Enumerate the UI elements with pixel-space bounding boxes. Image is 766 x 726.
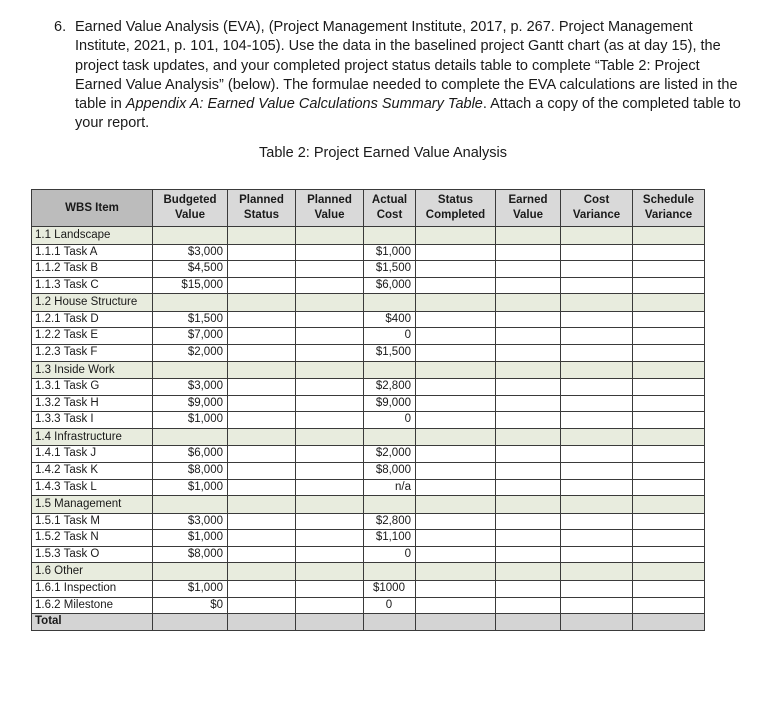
earned-value-cell[interactable] [496,277,561,294]
planned-status-cell[interactable] [228,395,296,412]
schedule-variance-cell[interactable] [633,546,705,563]
status-completed-cell[interactable] [416,361,496,379]
planned-status-cell[interactable] [228,513,296,530]
planned-status-cell[interactable] [228,546,296,563]
schedule-variance-cell[interactable] [633,563,705,581]
planned-status-cell[interactable] [228,277,296,294]
table-row-group [32,361,705,379]
cost-variance-cell[interactable] [561,379,633,396]
wbs-item: 1.4.1 Task J [32,446,153,463]
actual-cost: 0 [364,546,416,563]
header-budgeted-value: Budgeted Value [153,190,228,227]
planned-value-cell[interactable] [296,361,364,379]
table-row-group [32,563,705,581]
actual-cost: $1,100 [364,530,416,547]
table-row [32,446,705,463]
planned-status-cell[interactable] [228,328,296,345]
table-row [32,311,705,328]
planned-value-cell[interactable] [296,428,364,446]
schedule-variance-cell[interactable] [633,244,705,261]
cost-variance-cell[interactable] [561,361,633,379]
status-completed-cell[interactable] [416,479,496,496]
wbs-item: 1.4.2 Task K [32,462,153,479]
question-text-part1: Earned Value Analysis (EVA), (Project Management Institute, 2017, p. 267. Project Management Institute, 2021, p. 101, 104-105). Use the data in the baselined project Gantt chart (as at day 15), the project task updates, and your completed project status details table to complete “Table 2: Project Earned Value Analysis” (below). The formulae needed to complete the EVA calculations are listed in the table in [75,19,738,113]
schedule-variance-cell[interactable] [633,513,705,530]
actual-cost: $1,500 [364,344,416,361]
schedule-variance-cell[interactable] [633,580,705,597]
status-completed-cell[interactable] [416,546,496,563]
status-completed-cell[interactable] [416,513,496,530]
wbs-item: 1.2.1 Task D [32,311,153,328]
earned-value-cell[interactable] [496,563,561,581]
planned-status-cell[interactable] [228,311,296,328]
planned-status-cell[interactable] [228,412,296,429]
status-completed-cell[interactable] [416,563,496,581]
cost-variance-cell[interactable] [561,311,633,328]
wbs-item: 1.1.2 Task B [32,261,153,278]
cost-variance-cell[interactable] [561,530,633,547]
earned-value-cell[interactable] [496,513,561,530]
cost-variance-cell[interactable] [561,412,633,429]
schedule-variance-cell[interactable] [633,261,705,278]
wbs-item: 1.3.3 Task I [32,412,153,429]
earned-value-cell[interactable] [496,496,561,514]
actual-cost: $1,500 [364,261,416,278]
wbs-item: 1.5.1 Task M [32,513,153,530]
cost-variance-cell[interactable] [561,227,633,245]
table-row-group [32,496,705,514]
planned-status-cell[interactable] [228,479,296,496]
table-row [32,277,705,294]
schedule-variance-cell[interactable] [633,344,705,361]
table-row [32,530,705,547]
status-completed-cell[interactable] [416,395,496,412]
planned-value-cell[interactable] [296,614,364,631]
budgeted-value: $6,000 [153,446,228,463]
earned-value-cell[interactable] [496,597,561,614]
budgeted-value: $15,000 [153,277,228,294]
table-row-group [32,294,705,312]
planned-status-cell[interactable] [228,244,296,261]
wbs-item: 1.5.3 Task O [32,546,153,563]
actual-cost: $2,800 [364,513,416,530]
actual-cost: $8,000 [364,462,416,479]
wbs-item: 1.1 Landscape [32,227,153,245]
planned-value-cell[interactable] [296,580,364,597]
status-completed-cell[interactable] [416,277,496,294]
schedule-variance-cell[interactable] [633,446,705,463]
cost-variance-cell[interactable] [561,597,633,614]
table-row [32,328,705,345]
planned-value-cell[interactable] [296,379,364,396]
planned-value-cell[interactable] [296,395,364,412]
wbs-item: 1.4 Infrastructure [32,428,153,446]
wbs-item: 1.5 Management [32,496,153,514]
status-completed-cell[interactable] [416,614,496,631]
schedule-variance-cell[interactable] [633,428,705,446]
actual-cost [364,614,416,631]
table-row [32,513,705,530]
cost-variance-cell[interactable] [561,261,633,278]
planned-value-cell[interactable] [296,412,364,429]
table-row [32,546,705,563]
budgeted-value [153,361,228,379]
planned-value-cell[interactable] [296,311,364,328]
actual-cost: $2,000 [364,446,416,463]
planned-value-cell[interactable] [296,294,364,312]
header-planned-status: Planned Status [228,190,296,227]
schedule-variance-cell[interactable] [633,328,705,345]
table-row [32,379,705,396]
actual-cost: $400 [364,311,416,328]
cost-variance-cell[interactable] [561,446,633,463]
status-completed-cell[interactable] [416,294,496,312]
schedule-variance-cell[interactable] [633,395,705,412]
earned-value-cell[interactable] [496,428,561,446]
cost-variance-cell[interactable] [561,344,633,361]
planned-status-cell[interactable] [228,227,296,245]
earned-value-cell[interactable] [496,227,561,245]
actual-cost: $1000 [364,580,416,597]
planned-status-cell[interactable] [228,614,296,631]
budgeted-value: $7,000 [153,328,228,345]
wbs-item: 1.6.1 Inspection [32,580,153,597]
table-row [32,261,705,278]
planned-value-cell[interactable] [296,530,364,547]
header-wbs-item: WBS Item [32,190,153,227]
budgeted-value [153,428,228,446]
actual-cost: $9,000 [364,395,416,412]
budgeted-value: $1,000 [153,479,228,496]
schedule-variance-cell[interactable] [633,379,705,396]
cost-variance-cell[interactable] [561,277,633,294]
schedule-variance-cell[interactable] [633,530,705,547]
cost-variance-cell[interactable] [561,428,633,446]
earned-value-cell[interactable] [496,261,561,278]
earned-value-cell[interactable] [496,328,561,345]
planned-value-cell[interactable] [296,344,364,361]
status-completed-cell[interactable] [416,311,496,328]
header-actual-cost: Actual Cost [364,190,416,227]
wbs-item: 1.2.2 Task E [32,328,153,345]
planned-value-cell[interactable] [296,597,364,614]
header-earned-value: Earned Value [496,190,561,227]
wbs-item: 1.2.3 Task F [32,344,153,361]
planned-value-cell[interactable] [296,546,364,563]
header-schedule-variance: Schedule Variance [633,190,705,227]
wbs-item: 1.3.2 Task H [32,395,153,412]
actual-cost [364,428,416,446]
earned-value-cell[interactable] [496,614,561,631]
earned-value-cell[interactable] [496,244,561,261]
cost-variance-cell[interactable] [561,614,633,631]
wbs-item: 1.3.1 Task G [32,379,153,396]
actual-cost: 0 [364,412,416,429]
status-completed-cell[interactable] [416,261,496,278]
earned-value-cell[interactable] [496,446,561,463]
wbs-item: 1.3 Inside Work [32,361,153,379]
status-completed-cell[interactable] [416,446,496,463]
status-completed-cell[interactable] [416,379,496,396]
cost-variance-cell[interactable] [561,580,633,597]
wbs-item: 1.2 House Structure [32,294,153,312]
schedule-variance-cell[interactable] [633,361,705,379]
budgeted-value: $1,000 [153,530,228,547]
table-row-total [32,614,705,631]
planned-value-cell[interactable] [296,244,364,261]
earned-value-cell[interactable] [496,530,561,547]
table-row [32,580,705,597]
budgeted-value: $3,000 [153,513,228,530]
wbs-item: 1.6 Other [32,563,153,581]
planned-value-cell[interactable] [296,496,364,514]
planned-value-cell[interactable] [296,563,364,581]
planned-value-cell[interactable] [296,261,364,278]
table-header-row [32,190,705,227]
status-completed-cell[interactable] [416,428,496,446]
cost-variance-cell[interactable] [561,513,633,530]
actual-cost: $6,000 [364,277,416,294]
table-row-group [32,227,705,245]
actual-cost: $2,800 [364,379,416,396]
budgeted-value: $2,000 [153,344,228,361]
actual-cost [364,496,416,514]
schedule-variance-cell[interactable] [633,479,705,496]
schedule-variance-cell[interactable] [633,462,705,479]
planned-value-cell[interactable] [296,277,364,294]
planned-status-cell[interactable] [228,563,296,581]
wbs-item: 1.1.3 Task C [32,277,153,294]
planned-status-cell[interactable] [228,428,296,446]
earned-value-cell[interactable] [496,294,561,312]
budgeted-value: $8,000 [153,462,228,479]
status-completed-cell[interactable] [416,530,496,547]
status-completed-cell[interactable] [416,462,496,479]
question-text-part2: . Attach a copy of the completed table to your report. [75,96,741,132]
schedule-variance-cell[interactable] [633,597,705,614]
budgeted-value: $4,500 [153,261,228,278]
cost-variance-cell[interactable] [561,244,633,261]
planned-status-cell[interactable] [228,261,296,278]
table-row [32,412,705,429]
earned-value-cell[interactable] [496,344,561,361]
actual-cost [364,563,416,581]
schedule-variance-cell[interactable] [633,614,705,631]
schedule-variance-cell[interactable] [633,277,705,294]
budgeted-value [153,496,228,514]
status-completed-cell[interactable] [416,580,496,597]
actual-cost [364,361,416,379]
cost-variance-cell[interactable] [561,496,633,514]
table-row [32,462,705,479]
wbs-item: Total [32,614,153,631]
cost-variance-cell[interactable] [561,563,633,581]
budgeted-value: $0 [153,597,228,614]
schedule-variance-cell[interactable] [633,294,705,312]
header-status-completed: Status Completed [416,190,496,227]
status-completed-cell[interactable] [416,597,496,614]
actual-cost [364,294,416,312]
wbs-item: 1.4.3 Task L [32,479,153,496]
header-cost-variance: Cost Variance [561,190,633,227]
table-caption: Table 2: Project Earned Value Analysis [259,145,507,161]
actual-cost [364,227,416,245]
status-completed-cell[interactable] [416,496,496,514]
actual-cost: 0 [364,328,416,345]
planned-value-cell[interactable] [296,328,364,345]
planned-value-cell[interactable] [296,227,364,245]
status-completed-cell[interactable] [416,328,496,345]
table-row-group [32,428,705,446]
appendix-reference: Appendix A: Earned Value Calculations Summary Table [125,96,483,113]
wbs-item: 1.5.2 Task N [32,530,153,547]
table-row [32,344,705,361]
planned-status-cell[interactable] [228,344,296,361]
schedule-variance-cell[interactable] [633,227,705,245]
cost-variance-cell[interactable] [561,546,633,563]
table-row [32,244,705,261]
question-text [75,18,744,134]
cost-variance-cell[interactable] [561,395,633,412]
cost-variance-cell[interactable] [561,294,633,312]
budgeted-value: $8,000 [153,546,228,563]
budgeted-value: $1,000 [153,580,228,597]
planned-value-cell[interactable] [296,513,364,530]
planned-status-cell[interactable] [228,597,296,614]
table-row [32,479,705,496]
budgeted-value: $9,000 [153,395,228,412]
planned-status-cell[interactable] [228,496,296,514]
budgeted-value [153,227,228,245]
wbs-item: 1.1.1 Task A [32,244,153,261]
status-completed-cell[interactable] [416,227,496,245]
earned-value-cell[interactable] [496,580,561,597]
planned-value-cell[interactable] [296,462,364,479]
schedule-variance-cell[interactable] [633,412,705,429]
planned-status-cell[interactable] [228,446,296,463]
cost-variance-cell[interactable] [561,328,633,345]
budgeted-value: $3,000 [153,244,228,261]
cost-variance-cell[interactable] [561,462,633,479]
header-planned-value: Planned Value [296,190,364,227]
schedule-variance-cell[interactable] [633,496,705,514]
status-completed-cell[interactable] [416,244,496,261]
planned-status-cell[interactable] [228,379,296,396]
planned-status-cell[interactable] [228,361,296,379]
earned-value-cell[interactable] [496,361,561,379]
schedule-variance-cell[interactable] [633,311,705,328]
actual-cost: 0 [364,597,416,614]
earned-value-cell[interactable] [496,546,561,563]
table-row [32,395,705,412]
earned-value-table [31,189,705,631]
budgeted-value: $1,500 [153,311,228,328]
actual-cost: n/a [364,479,416,496]
earned-value-cell[interactable] [496,479,561,496]
earned-value-cell[interactable] [496,412,561,429]
planned-value-cell[interactable] [296,446,364,463]
planned-status-cell[interactable] [228,530,296,547]
wbs-item: 1.6.2 Milestone [32,597,153,614]
budgeted-value [153,294,228,312]
status-completed-cell[interactable] [416,344,496,361]
budgeted-value: $1,000 [153,412,228,429]
planned-value-cell[interactable] [296,479,364,496]
planned-status-cell[interactable] [228,580,296,597]
budgeted-value [153,614,228,631]
budgeted-value: $3,000 [153,379,228,396]
status-completed-cell[interactable] [416,412,496,429]
earned-value-cell[interactable] [496,311,561,328]
cost-variance-cell[interactable] [561,479,633,496]
question-block [54,18,744,134]
planned-status-cell[interactable] [228,462,296,479]
actual-cost: $1,000 [364,244,416,261]
budgeted-value [153,563,228,581]
planned-status-cell[interactable] [228,294,296,312]
question-number: 6. [54,19,67,35]
table-row [32,597,705,614]
earned-value-cell[interactable] [496,379,561,396]
earned-value-cell[interactable] [496,395,561,412]
earned-value-cell[interactable] [496,462,561,479]
